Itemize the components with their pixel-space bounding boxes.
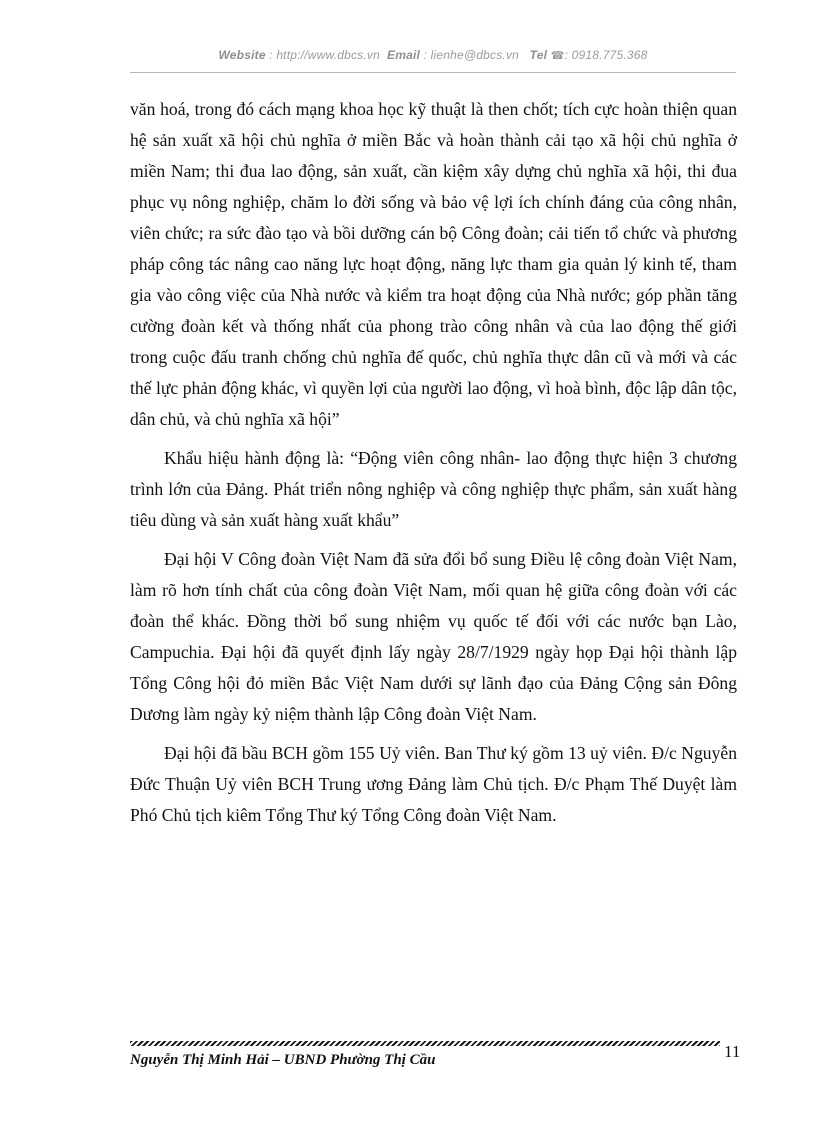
header-divider [130, 72, 736, 73]
website-label: Website [218, 48, 266, 62]
paragraph-3: Đại hội V Công đoàn Việt Nam đã sửa đổi bổ sung Điều lệ công đoàn Việt Nam, làm rõ hơn tính chất của công đoàn Việt Nam, mối quan hệ giữa công đoàn với các đoàn thể khác. Đồng thời bổ sung nhiệm vụ quốc tế đối với các nước bạn Lào, Campuchia. Đại hội đã quyết định lấy ngày 28/7/1929 ngày họp Đại hội thành lập Tổng Công hội đỏ miền Bắc Việt Nam dưới sự lãnh đạo của Đảng Cộng sản Đông Dương làm ngày kỷ niệm thành lập Công đoàn Việt Nam. [130, 549, 737, 724]
phone-icon: ☎ [550, 50, 565, 62]
page-number: 11 [724, 1042, 741, 1061]
footer-divider [130, 1041, 720, 1046]
email-separator: : [420, 48, 431, 62]
tel-number: : 0918.775.368 [564, 48, 648, 62]
paragraph-1: văn hoá, trong đó cách mạng khoa học kỹ thuật là then chốt; tích cực hoàn thiện quan hệ sản xuất xã hội chủ nghĩa ở miền Bắc và hoàn thành cải tạo xã hội chủ nghĩa ở miền Nam; thi đua lao động, sản xuất, cần kiệm xây dựng chủ nghĩa xã hội, thi đua phục vụ nông nghiệp, chăm lo đời sống và bảo vệ lợi ích chính đáng của công nhân, viên chức; ra sức đào tạo và bồi dưỡng cán bộ Công đoàn; cải tiến tổ chức và phương pháp công tác nâng cao năng lực hoạt động, năng lực tham gia quản lý kinh tế, tham gia vào công việc của Nhà nước và kiểm tra hoạt động của Nhà nước; góp phần tăng cường đoàn kết và thống nhất của phong trào công nhân và của lao động thế giới trong cuộc đấu tranh chống chủ nghĩa đế quốc, chủ nghĩa thực dân cũ và mới và các thế lực phản động khác, vì quyền lợi của người lao động, vì hoà bình, độc lập dân tộc, dân chủ, và chủ nghĩa xã hội” [130, 99, 737, 429]
document-body [130, 94, 737, 839]
footer-author: Nguyễn Thị Minh Hải – UBND Phường Thị Cầu [130, 1052, 436, 1068]
paragraph-4: Đại hội đã bầu BCH gồm 155 Uỷ viên. Ban Thư ký gồm 13 uỷ viên. Đ/c Nguyễn Đức Thuận Uỷ viên BCH Trung ương Đảng làm Chủ tịch. Đ/c Phạm Thế Duyệt làm Phó Chủ tịch kiêm Tổng Thư ký Tổng Công đoàn Việt Nam. [130, 743, 737, 825]
email-label: Email [387, 48, 421, 62]
website-url[interactable]: http://www.dbcs.vn [276, 48, 380, 62]
paragraph-2: Khẩu hiệu hành động là: “Động viên công nhân- lao động thực hiện 3 chương trình lớn của Đảng. Phát triển nông nghiệp và công nghiệp thực phẩm, sản xuất hàng tiêu dùng và sản xuất hàng xuất khẩu” [130, 448, 737, 530]
website-separator: : [265, 48, 277, 62]
email-address[interactable]: lienhe@dbcs.vn [430, 48, 520, 62]
page-header [130, 48, 736, 62]
tel-label: Tel [529, 48, 548, 62]
